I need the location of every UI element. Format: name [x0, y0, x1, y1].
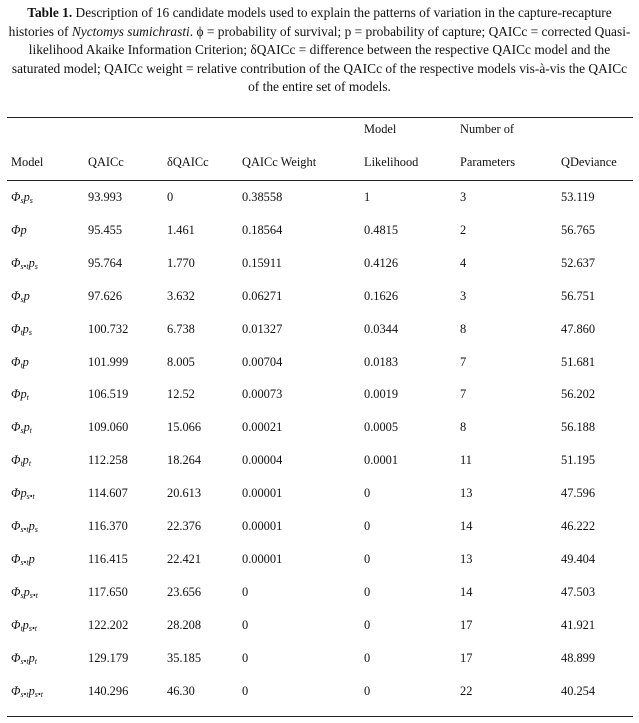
- likelihood-cell: 0: [364, 486, 371, 501]
- likelihood-cell: 0.0019: [364, 387, 399, 402]
- params-cell: 3: [460, 288, 467, 303]
- qaicc-cell: 101.999: [88, 354, 129, 369]
- qdeviance-cell: 51.195: [561, 453, 596, 468]
- params-cell: 8: [460, 420, 467, 435]
- qdeviance-cell: 53.119: [561, 190, 595, 204]
- likelihood-cell: 0: [364, 650, 371, 665]
- weight-cell: 0.00001: [242, 551, 283, 566]
- likelihood-cell: 0.0183: [364, 354, 399, 369]
- weight-cell: 0.00021: [242, 420, 283, 435]
- qdeviance-cell: 56.188: [561, 420, 596, 435]
- model-cell: $\Phi_{s•t}p_t$: [11, 650, 38, 666]
- table-row: [0, 223, 639, 254]
- qaicc-cell: 122.202: [88, 617, 129, 632]
- table-row: [0, 552, 639, 583]
- qdeviance-cell: 46.222: [561, 519, 596, 533]
- caption-label: Table 1.: [27, 5, 73, 20]
- model-cell: $\Phi_sp_t$: [11, 420, 32, 436]
- table-row: [0, 420, 639, 451]
- dqaicc-cell: 22.421: [167, 551, 202, 566]
- qaicc-cell: 100.732: [88, 321, 129, 336]
- qaicc-cell: 116.415: [88, 551, 128, 566]
- qdeviance-cell: 56.202: [561, 387, 596, 402]
- table-row: [0, 585, 639, 616]
- dqaicc-cell: 46.30: [167, 683, 195, 698]
- weight-cell: 0: [242, 617, 249, 632]
- weight-cell: 0.00004: [242, 453, 283, 468]
- qdeviance-cell: 47.596: [561, 486, 596, 501]
- weight-cell: 0: [242, 650, 249, 665]
- model-cell: Φp: [11, 222, 27, 237]
- table-bottom-rule: [7, 716, 633, 717]
- params-cell: 11: [460, 453, 472, 468]
- header-model: Model: [11, 155, 44, 169]
- header-qdeviance: QDeviance: [561, 155, 617, 169]
- table-row: [0, 618, 639, 649]
- params-cell: 4: [460, 255, 467, 270]
- likelihood-cell: 0: [364, 617, 371, 632]
- params-cell: 14: [460, 519, 473, 533]
- dqaicc-cell: 22.376: [167, 519, 202, 533]
- table-row: [0, 256, 639, 287]
- model-cell: $\Phi_tp_t$: [11, 453, 32, 469]
- qaicc-cell: 97.626: [88, 288, 123, 303]
- dqaicc-cell: 6.738: [167, 321, 195, 336]
- table-row: [0, 355, 639, 386]
- qdeviance-cell: 49.404: [561, 551, 596, 566]
- likelihood-cell: 0: [364, 683, 371, 698]
- model-cell: $\Phi_tp$: [11, 354, 29, 370]
- table-row: [0, 453, 639, 484]
- header-params: Parameters: [460, 155, 516, 169]
- weight-cell: 0: [242, 584, 249, 599]
- params-cell: 13: [460, 551, 473, 566]
- table-row: [0, 519, 639, 550]
- params-cell: 7: [460, 387, 467, 402]
- qaicc-cell: 93.993: [88, 190, 123, 204]
- dqaicc-cell: 15.066: [167, 420, 202, 435]
- likelihood-cell: 0.0001: [364, 453, 399, 468]
- qdeviance-cell: 51.681: [561, 354, 596, 369]
- table-row: [0, 387, 639, 418]
- params-cell: 17: [460, 617, 473, 632]
- header-likelihood-top: Model: [364, 122, 397, 136]
- qaicc-cell: 117.650: [88, 584, 128, 599]
- params-cell: 3: [460, 190, 467, 204]
- weight-cell: 0.00704: [242, 354, 283, 369]
- table-caption: [6, 4, 633, 97]
- params-cell: 14: [460, 584, 473, 599]
- qaicc-cell: 95.764: [88, 255, 123, 270]
- likelihood-cell: 0.4815: [364, 222, 399, 237]
- dqaicc-cell: 3.632: [167, 288, 195, 303]
- weight-cell: 0.15911: [242, 255, 282, 270]
- weight-cell: 0.01327: [242, 321, 283, 336]
- weight-cell: 0.00073: [242, 387, 283, 402]
- weight-cell: 0.38558: [242, 190, 283, 204]
- likelihood-cell: 1: [364, 190, 371, 204]
- qaicc-cell: 116.370: [88, 519, 128, 533]
- header-likelihood: Likelihood: [364, 155, 419, 169]
- dqaicc-cell: 28.208: [167, 617, 202, 632]
- qaicc-cell: 140.296: [88, 683, 129, 698]
- params-cell: 17: [460, 650, 473, 665]
- model-cell: $\Phi_{s•t}p$: [11, 551, 35, 567]
- dqaicc-cell: 1.770: [167, 255, 195, 270]
- qaicc-cell: 95.455: [88, 222, 123, 237]
- likelihood-cell: 0: [364, 584, 371, 599]
- qdeviance-cell: 40.254: [561, 683, 596, 698]
- table-header-rule: [7, 180, 633, 181]
- model-cell: $\Phi_sp$: [11, 288, 30, 304]
- params-cell: 2: [460, 222, 467, 237]
- caption-text-2: . ϕ = probability of survival; p = probability of capture; QAICc = corrected Quasi-likelihood Akaike Information Criterion; δQAICc = difference between the respective QAICc model and the saturated model; QAICc weight = relative contribution of the QAICc of the respective models vis-à-vis the QAICc of the entire set of models.: [11, 23, 631, 95]
- qdeviance-cell: 56.751: [561, 288, 596, 303]
- qdeviance-cell: 48.899: [561, 650, 596, 665]
- model-cell: $\Phi_{s•t}p_s$: [11, 255, 38, 271]
- likelihood-cell: 0: [364, 551, 371, 566]
- header-params-top: Number of: [460, 122, 515, 136]
- table-row: [0, 190, 639, 221]
- table-row: [0, 289, 639, 320]
- dqaicc-cell: 12.52: [167, 387, 195, 402]
- params-cell: 13: [460, 486, 473, 501]
- table-row: [0, 684, 639, 715]
- caption-species: Nyctomys sumichrasti: [71, 23, 190, 39]
- qaicc-cell: 114.607: [88, 486, 128, 501]
- model-cell: $\Phi_tp_s$: [11, 321, 32, 337]
- qaicc-cell: 109.060: [88, 420, 129, 435]
- params-cell: 8: [460, 321, 467, 336]
- header-dqaicc: δQAICc: [167, 155, 209, 169]
- dqaicc-cell: 18.264: [167, 453, 202, 468]
- qdeviance-cell: 47.503: [561, 584, 596, 599]
- qaicc-cell: 112.258: [88, 453, 128, 468]
- likelihood-cell: 0.0344: [364, 321, 399, 336]
- weight-cell: 0.18564: [242, 222, 283, 237]
- likelihood-cell: 0.0005: [364, 420, 399, 435]
- params-cell: 22: [460, 683, 473, 698]
- params-cell: 7: [460, 354, 467, 369]
- table-row: [0, 322, 639, 353]
- qdeviance-cell: 41.921: [561, 617, 596, 632]
- header-qaicc: QAICc: [88, 155, 124, 169]
- dqaicc-cell: 23.656: [167, 584, 202, 599]
- likelihood-cell: 0.1626: [364, 288, 399, 303]
- likelihood-cell: 0: [364, 519, 371, 533]
- model-cell: $\Phi_sp_{s•t}$: [11, 584, 38, 600]
- model-cell: $\Phi_tp_{s•t}$: [11, 617, 38, 633]
- qdeviance-cell: 47.860: [561, 321, 596, 336]
- dqaicc-cell: 35.185: [167, 650, 202, 665]
- dqaicc-cell: 1.461: [167, 222, 195, 237]
- table-row: [0, 651, 639, 682]
- header-weight: QAICc Weight: [242, 155, 317, 169]
- likelihood-cell: 0.4126: [364, 255, 399, 270]
- table-row: [0, 486, 639, 517]
- model-cell: $\Phi_{s•t}p_{s•t}$: [11, 683, 43, 699]
- table-top-rule: [7, 117, 633, 118]
- dqaicc-cell: 20.613: [167, 486, 202, 501]
- qdeviance-cell: 56.765: [561, 222, 596, 237]
- dqaicc-cell: 0: [167, 190, 174, 204]
- qaicc-cell: 106.519: [88, 387, 129, 402]
- weight-cell: 0.00001: [242, 519, 283, 533]
- qaicc-cell: 129.179: [88, 650, 129, 665]
- model-cell: $\Phi p_t$: [11, 387, 29, 403]
- model-cell: $\Phi p_{s•t}$: [11, 486, 35, 502]
- weight-cell: 0.06271: [242, 288, 283, 303]
- caption-text-1: Description of 16 candidate models used to explain the patterns of variation in the capture-recapture histories of: [8, 5, 612, 39]
- weight-cell: 0: [242, 683, 249, 698]
- dqaicc-cell: 8.005: [167, 354, 195, 369]
- weight-cell: 0.00001: [242, 486, 283, 501]
- qdeviance-cell: 52.637: [561, 255, 596, 270]
- model-cell: $\Phi_sp_s$: [11, 190, 33, 205]
- model-cell: $\Phi_{s•t}p_s$: [11, 519, 38, 534]
